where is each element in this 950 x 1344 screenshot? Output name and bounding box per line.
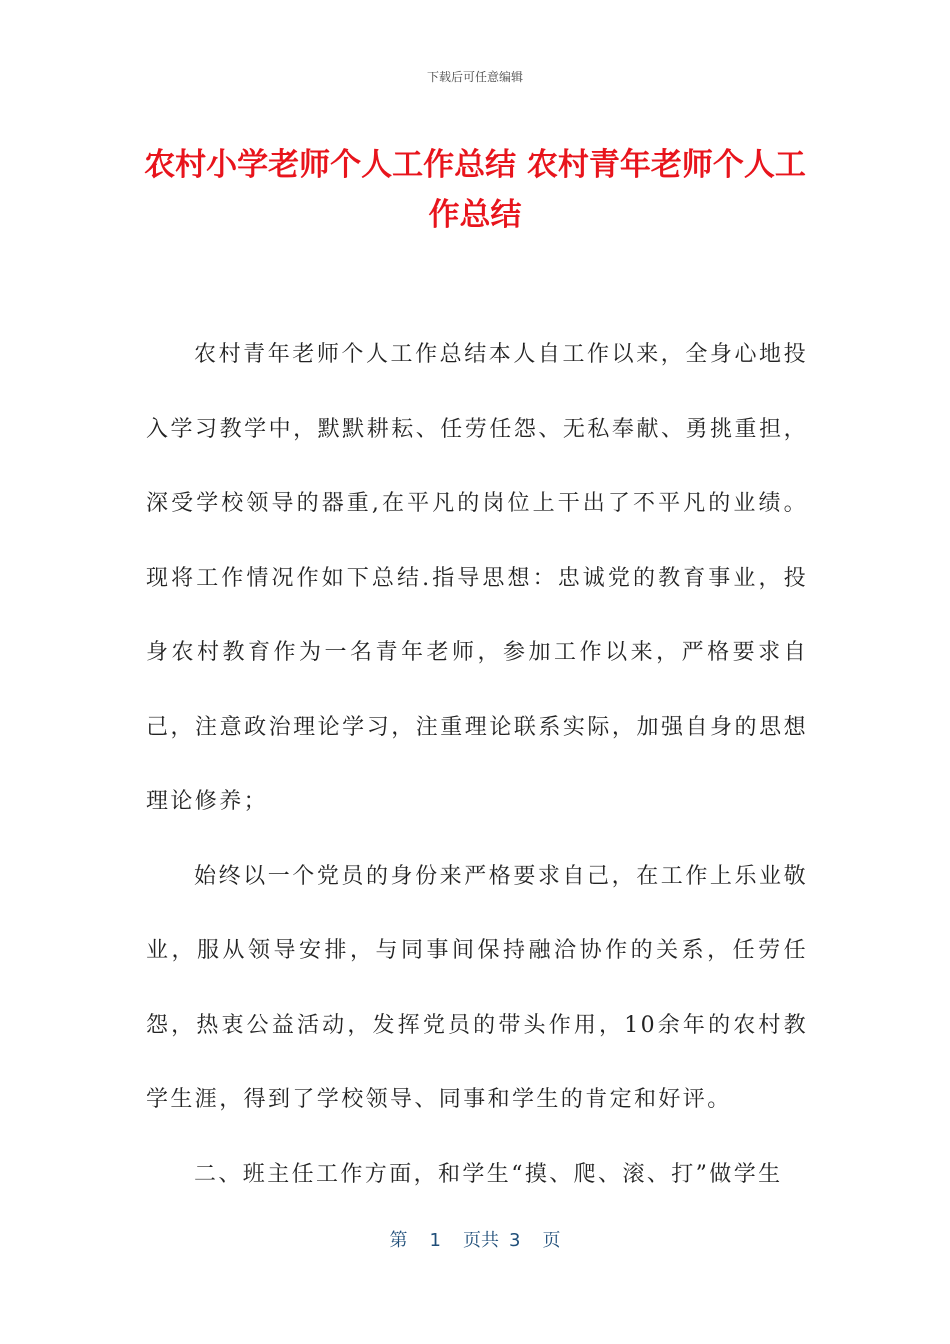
paragraph-1: 农村青年老师个人工作总结本人自工作以来，全身心地投入学习教学中，默默耕耘、任劳任怨、无私奉献、勇挑重担，深受学校领导的器重,在平凡的岗位上干出了不平凡的业绩。现将工作情况作如下总结.指导思想：忠诚党的教育事业，投身农村教育作为一名青年老师，参加工作以来，严格要求自己，注意政治理论学习，注重理论联系实际，加强自身的思想理论修养；: [146, 342, 808, 814]
header-note: 下载后可任意编辑: [426, 70, 523, 84]
page-prefix: 第: [389, 1230, 408, 1251]
page-footer: [0, 1226, 950, 1252]
paragraph-2: 始终以一个党员的身份来严格要求自己，在工作上乐业敬业，服从领导安排，与同事间保持融洽协作的关系，任劳任怨，热衷公益活动，发挥党员的带头作用，10余年的农村教学生涯，得到了学校领导、同事和学生的肯定和好评。: [146, 863, 808, 1112]
current-page-number: 1: [429, 1230, 441, 1251]
total-pages-number: 3: [509, 1230, 521, 1251]
document-title: 农村小学老师个人工作总结 农村青年老师个人工作总结: [144, 147, 806, 233]
page-suffix: 页: [542, 1230, 561, 1251]
document-body: [146, 318, 808, 1212]
paragraph-3: 二、班主任工作方面，和学生“摸、爬、滚、打”做学生: [194, 1161, 783, 1187]
page-mid-label: 页共: [463, 1230, 499, 1251]
